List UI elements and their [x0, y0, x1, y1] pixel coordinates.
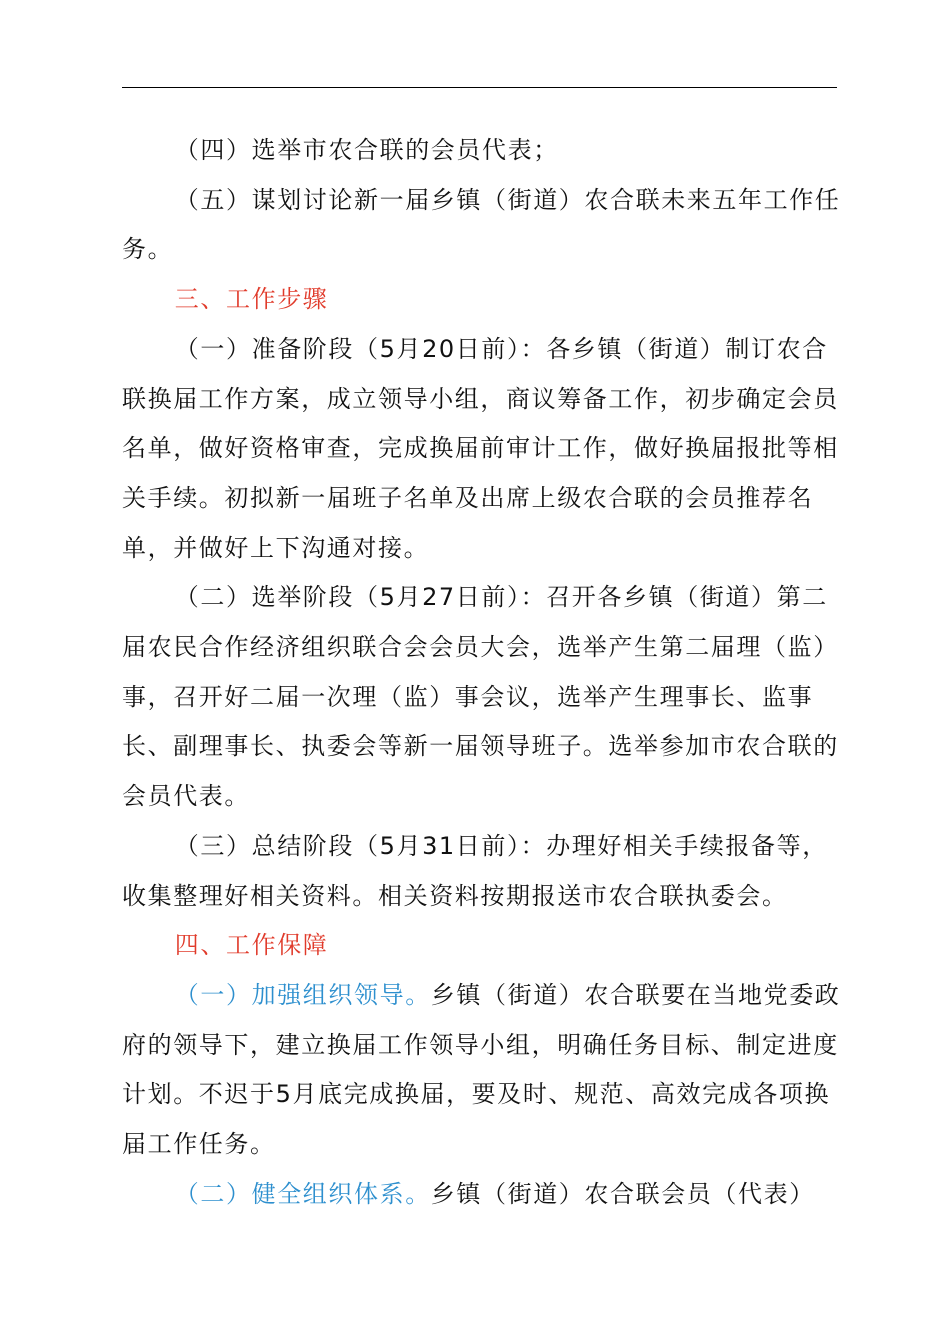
header-rule	[122, 87, 837, 88]
guarantee-2-text: 乡镇（街道）农合联会员（代表）	[430, 1179, 815, 1208]
item-4-paragraph	[122, 126, 842, 176]
step-1-paragraph	[122, 325, 842, 574]
step-2-text: （二）选举阶段（5月27日前）：召开各乡镇（街道）第二届农民合作经济组织联合会会员大会，选举产生第二届理（监）事，召开好二届一次理（监）事会议，选举产生理事长、监事长、副理事长、执委会等新一届领导班子。选举参加市农合联的会员代表。	[122, 583, 839, 811]
guarantee-2-lead: （二）健全组织体系。	[174, 1179, 431, 1208]
guarantee-1-text: 乡镇（街道）农合联要在当地党委政府的领导下，建立换届工作领导小组，明确任务目标、制定进度计划。不迟于5月底完成换届，要及时、规范、高效完成各项换届工作任务。	[122, 980, 841, 1159]
item-4-text: （四）选举市农合联的会员代表；	[174, 136, 559, 164]
section-4-heading	[122, 921, 842, 971]
step-3-text: （三）总结阶段（5月31日前）：办理好相关手续报备等，收集整理好相关资料。相关资料按期报送市农合联执委会。	[122, 831, 828, 910]
item-5-paragraph	[122, 176, 842, 275]
section-3-heading-text: 三、工作步骤	[174, 285, 329, 314]
guarantee-2-paragraph	[122, 1170, 842, 1220]
step-1-text: （一）准备阶段（5月20日前）：各乡镇（街道）制订农合联换届工作方案，成立领导小组，商议筹备工作，初步确定会员名单，做好资格审查，完成换届前审计工作，做好换届报批等相关手续。初拟新一届班子名单及出席上级农合联的会员推荐名单，并做好上下沟通对接。	[122, 334, 839, 562]
guarantee-1-lead: （一）加强组织领导。	[174, 980, 431, 1009]
item-5-text: （五）谋划讨论新一届乡镇（街道）农合联未来五年工作任务。	[122, 185, 841, 264]
document-body	[122, 126, 842, 1219]
section-3-heading	[122, 275, 842, 325]
step-2-paragraph	[122, 573, 842, 822]
guarantee-1-paragraph	[122, 971, 842, 1170]
section-4-heading-text: 四、工作保障	[174, 931, 329, 960]
step-3-paragraph	[122, 822, 842, 921]
